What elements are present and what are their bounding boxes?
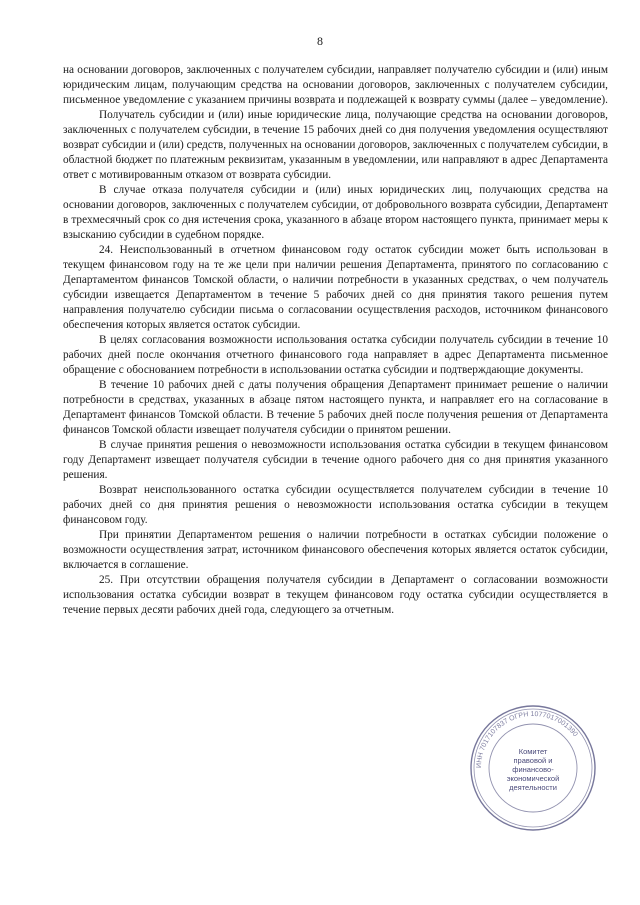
paragraph-2: Получатель субсидии и (или) иные юридические лица, получающие средства на основании договоров, заключенных с получателем субсидии, в течение 15 рабочих дней со дня получения уведомления осуществляют возврат субсидии и (или) средств, полученных на основании договоров, заключенных с получателем субсидии, в областной бюджет по платежным реквизитам, указанным в уведомлении, или направляют в адрес Департамента ответ с мотивированным отказом от возврата субсидии.	[63, 109, 608, 181]
paragraph-8: Возврат неиспользованного остатка субсидии осуществляется получателем субсидии в течение 10 рабочих дней со дня принятия решения о невозможности использования остатка субсидии в текущем финансовом году.	[63, 484, 608, 526]
paragraph-1: на основании договоров, заключенных с получателем субсидии, направляет получателю субсидии и (или) иным юридическим лицам, получающим средства на основании договоров, заключенных с получателем субсидии, письменное уведомление с указанием причины возврата и подлежащей к возврату суммы (далее – уведомление).	[63, 64, 608, 106]
paragraph-3: В случае отказа получателя субсидии и (или) иных юридических лиц, получающих средства на основании договоров, заключенных с получателем субсидии, от добровольного возврата субсидии, Департамент в трехмесячный срок со дня истечения срока, указанного в абзаце втором настоящего пункта, принимает меры к взысканию субсидии в судебном порядке.	[63, 184, 608, 241]
stamp-line-5: деятельности	[509, 783, 557, 792]
paragraph-4: 24. Неиспользованный в отчетном финансовом году остаток субсидии может быть использован в текущем финансовом году на те же цели при наличии решения Департамента, принятого по согласованию с Департаментом финансов Томской области, о наличии потребности в указанных средствах, о чем получатель субсидии извещается Департаментом в течение 5 рабочих дней со дня принятия такого решения путем направления получателю субсидии письма о согласовании осуществления расходов, источником финансового обеспечения которых является остаток субсидии.	[63, 244, 608, 331]
stamp-line-3: финансово-	[512, 765, 554, 774]
paragraph-5: В целях согласования возможности использования остатка субсидии получатель субсидии в течение 10 рабочих дней после окончания отчетного финансового года направляет в адрес Департамента письменное обращение с обоснованием потребности в использовании остатка субсидии и подтверждающие документы.	[63, 334, 608, 376]
body-text	[63, 63, 608, 618]
paragraph-9: При принятии Департаментом решения о наличии потребности в остатках субсидии положение о возможности осуществления затрат, источником финансового обеспечения которых является остаток субсидии, включается в соглашение.	[63, 529, 608, 571]
paragraph-6: В течение 10 рабочих дней с даты получения обращения Департамент принимает решение о наличии потребности в средствах, указанных в абзаце пятом настоящего пункта, и направляет его на согласование в Департамент финансов Томской области. В течение 5 рабочих дней после получения решения от Департамента финансов Томской области извещает получателя субсидии о принятом решении.	[63, 379, 608, 436]
official-stamp	[468, 703, 598, 833]
paragraph-10: 25. При отсутствии обращения получателя субсидии в Департамент о согласовании возможности использования остатка субсидии возврат в текущем финансовом году остатка субсидии осуществляется в течение первых десяти рабочих дней года, следующего за отчетным.	[63, 574, 608, 616]
stamp-center-text	[468, 747, 598, 792]
stamp-line-2: правовой и	[513, 756, 553, 765]
stamp-line-1: Комитет	[518, 747, 548, 756]
stamp-ring-text: ИНН 7017107837 ОГРН 1077017001390	[475, 710, 579, 769]
stamp-line-4: экономической	[506, 774, 560, 783]
page-number: 8	[317, 34, 323, 48]
paragraph-7: В случае принятия решения о невозможности использования остатка субсидии в текущем финансовом году Департамент извещает получателя субсидии в течение одного рабочего дня со дня принятия указанного решения.	[63, 439, 608, 481]
